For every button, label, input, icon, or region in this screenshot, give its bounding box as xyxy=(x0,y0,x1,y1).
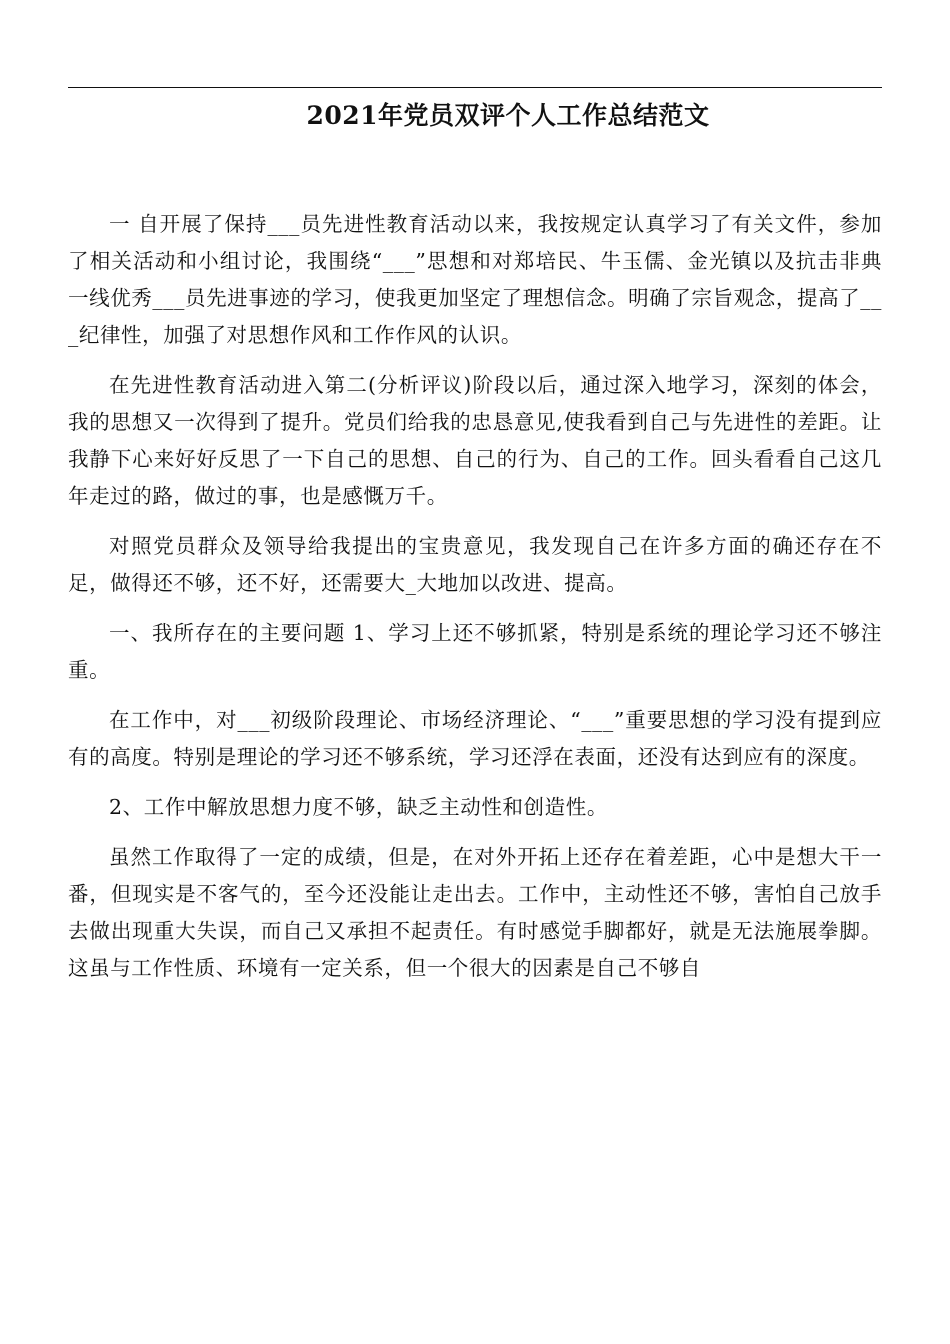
paragraph: 2、工作中解放思想力度不够，缺乏主动性和创造性。 xyxy=(109,795,608,819)
document-title: 2021年党员双评个人工作总结范文 xyxy=(306,101,710,130)
paragraph: 在工作中，对___初级阶段理论、市场经济理论、“___”重要思想的学习没有提到应有的高度。特别是理论的学习还不够系统，学习还浮在表面，还没有达到应有的深度。 xyxy=(68,708,882,769)
paragraph: 一 自开展了保持___员先进性教育活动以来，我按规定认真学习了有关文件，参加了相关活动和小组讨论，我围绕“___”思想和对郑培民、牛玉儒、金光镇以及抗击非典一线优秀___员先进事迹的学习，使我更加坚定了理想信念。明确了宗旨观念，提高了___纪律性，加强了对思想作风和工作作风的认识。 xyxy=(68,212,882,347)
paragraph: 虽然工作取得了一定的成绩，但是，在对外开拓上还存在着差距，心中是想大干一番，但现实是不客气的，至今还没能让走出去。工作中，主动性还不够，害怕自己放手去做出现重大失误，而自己又承担不起责任。有时感觉手脚都好，就是无法施展拳脚。这虽与工作性质、环境有一定关系，但一个很大的因素是自己不够自 xyxy=(68,845,882,980)
header-rule xyxy=(68,87,882,88)
paragraph: 对照党员群众及领导给我提出的宝贵意见，我发现自己在许多方面的确还存在不足，做得还不够，还不好，还需要大_大地加以改进、提高。 xyxy=(68,534,882,595)
paragraph: 一、我所存在的主要问题 1、学习上还不够抓紧，特别是系统的理论学习还不够注重。 xyxy=(68,621,882,682)
document-body xyxy=(68,206,882,1000)
paragraph: 在先进性教育活动进入第二(分析评议)阶段以后，通过深入地学习，深刻的体会，我的思想又一次得到了提升。党员们给我的忠恳意见,使我看到自己与先进性的差距。让我静下心来好好反思了一下自己的思想、自己的行为、自己的工作。回头看看自己这几年走过的路，做过的事，也是感慨万千。 xyxy=(68,373,882,508)
